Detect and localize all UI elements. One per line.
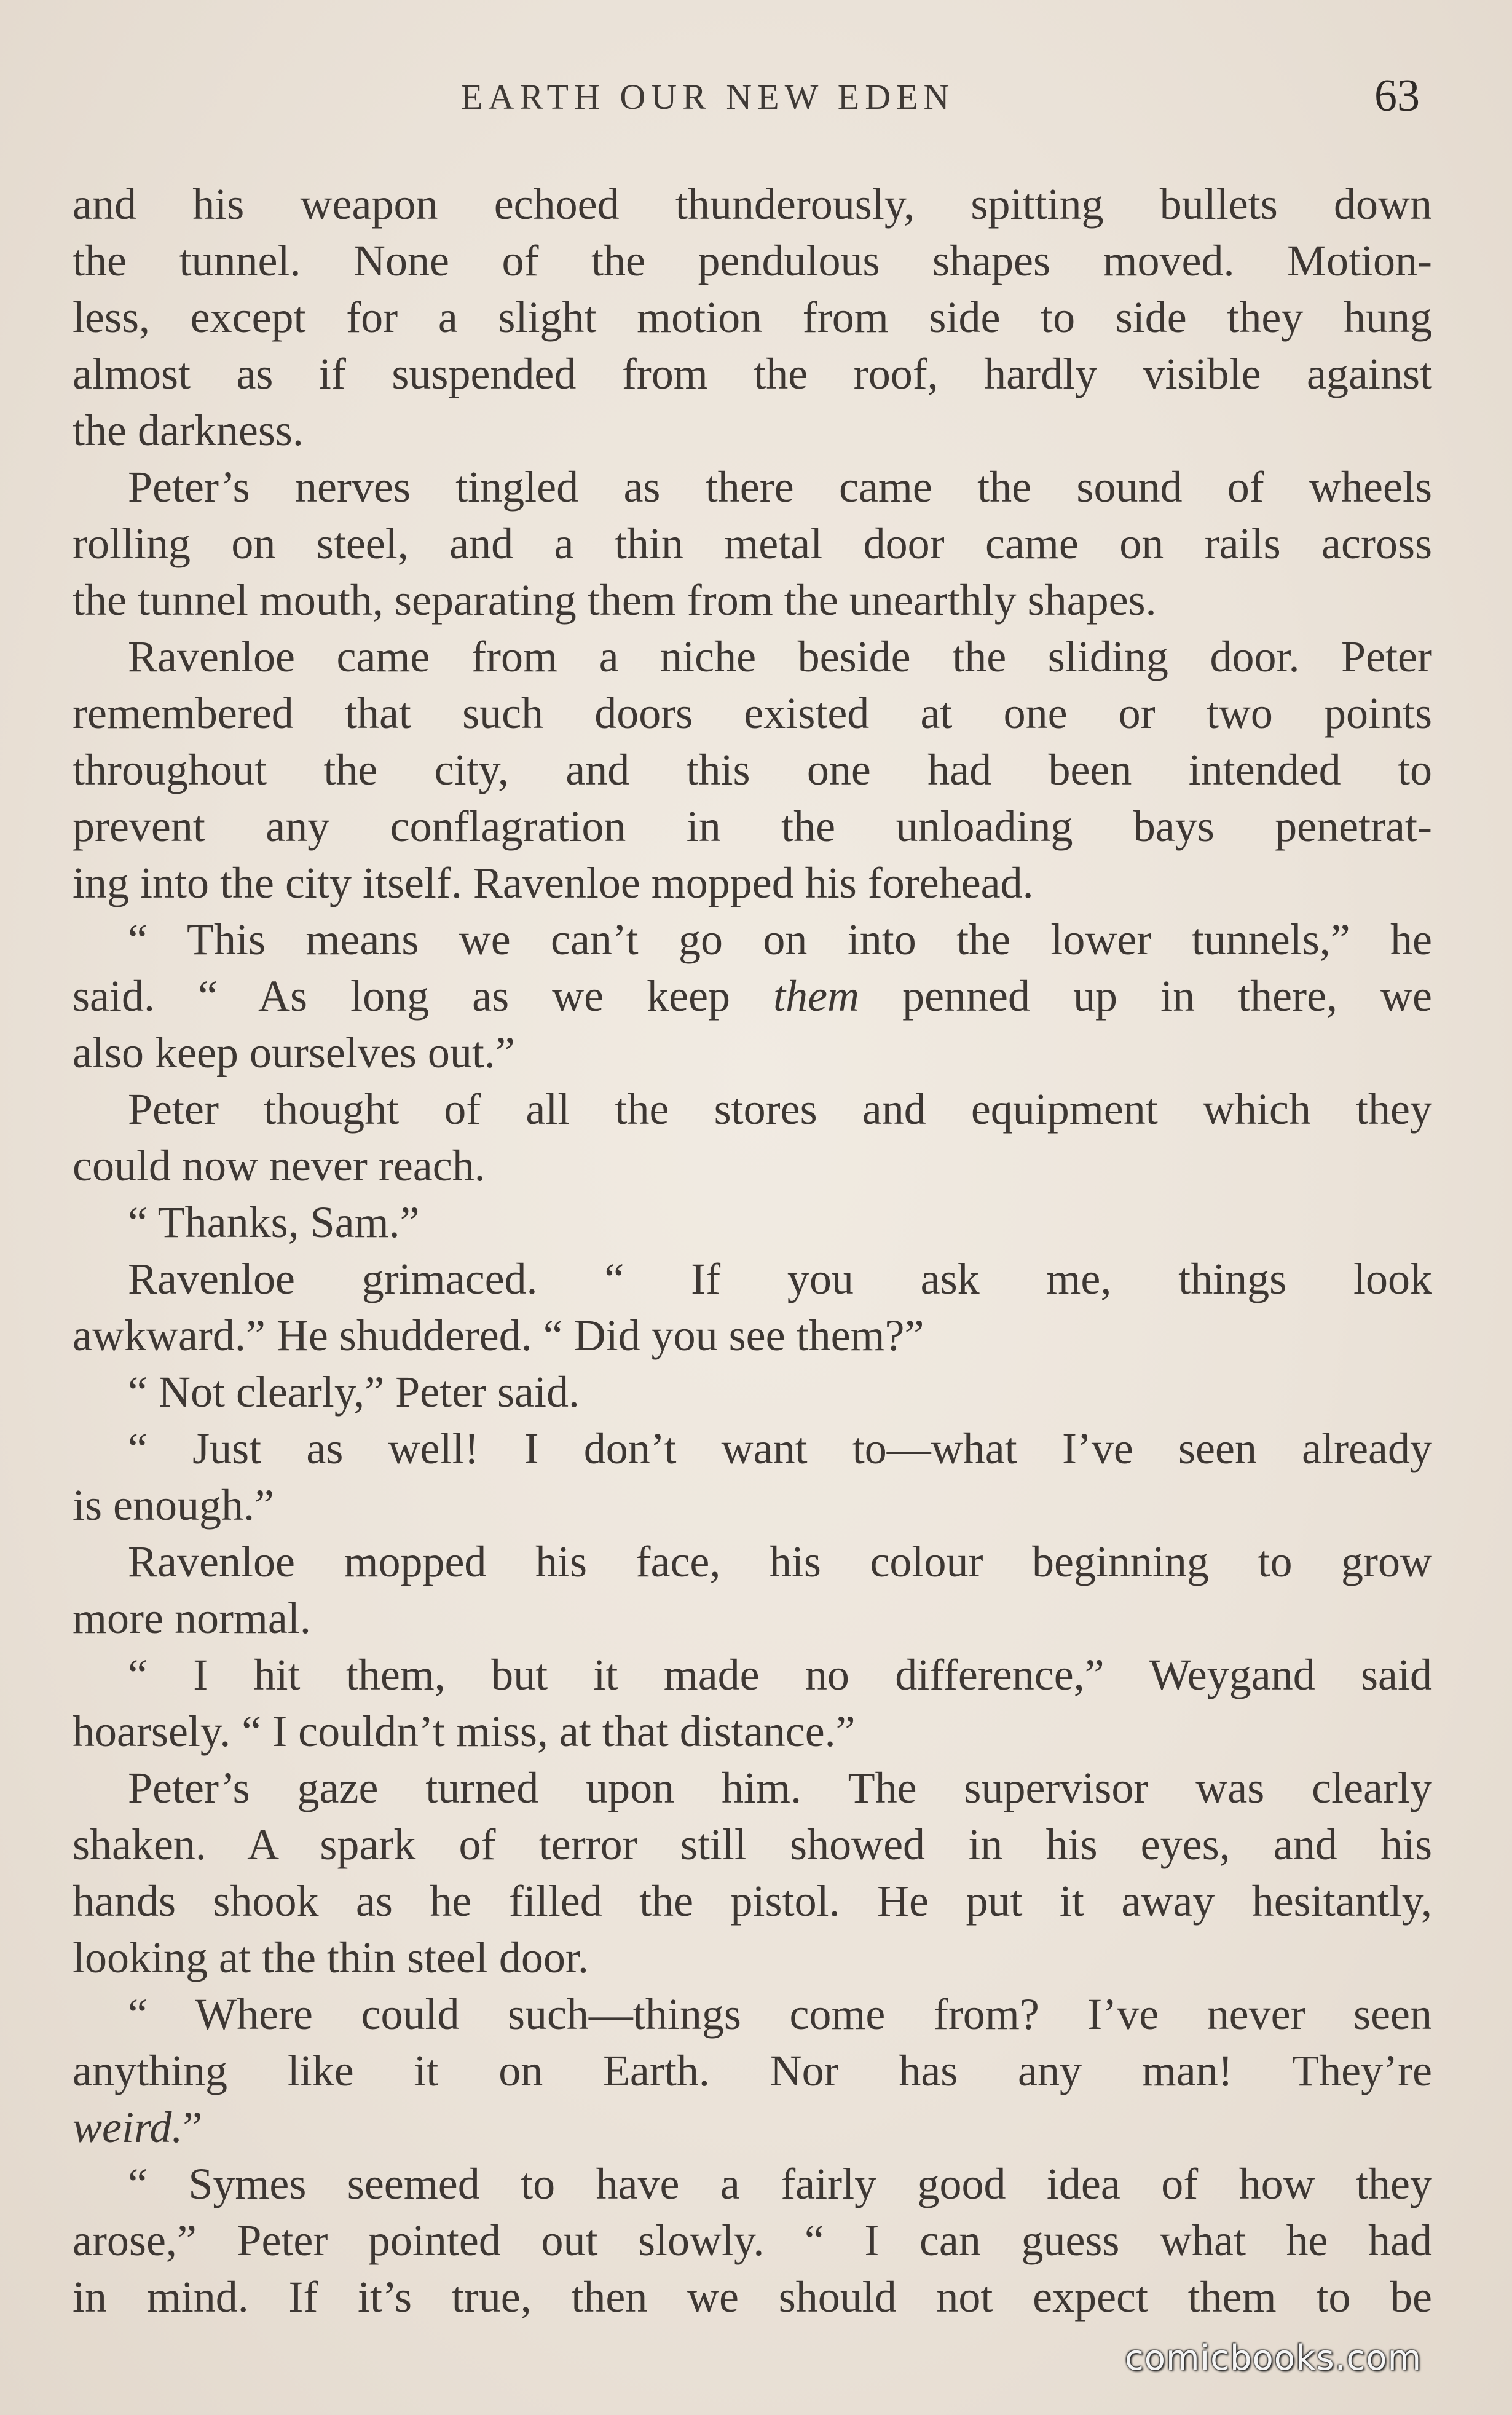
text-line: shaken. A spark of terror still showed in his eyes, and his xyxy=(73,1820,1432,1869)
text-line: the tunnel mouth, separating them from the unearthly shapes. xyxy=(73,575,1157,625)
text-line: said. “ As long as we keep them penned up in there, we xyxy=(73,971,1433,1021)
text-line: Peter’s gaze turned upon him. The supervisor was clearly xyxy=(128,1763,1432,1812)
text-line: Peter thought of all the stores and equipment which they xyxy=(128,1085,1432,1134)
text-line: could now never reach. xyxy=(73,1141,486,1190)
page-number: 63 xyxy=(1374,71,1420,121)
text-line: Peter’s nerves tingled as there came the sound of wheels xyxy=(128,462,1432,512)
text-line: “ Thanks, Sam.” xyxy=(128,1198,420,1247)
running-title: EARTH OUR NEW EDEN xyxy=(461,77,955,117)
text-line: ing into the city itself. Ravenloe mopped his forehead. xyxy=(73,858,1034,907)
text-line: “ This means we can’t go on into the lower tunnels,” he xyxy=(128,915,1432,964)
watermark: comicbooks.com xyxy=(1125,2338,1422,2378)
text-line: “ Just as well! I don’t want to—what I’ve seen already xyxy=(128,1424,1432,1473)
text-line: and his weapon echoed thunderously, spitting bullets down xyxy=(73,180,1432,229)
text-line: prevent any conflagration in the unloading bays penetrat- xyxy=(73,802,1432,851)
text-line: the darkness. xyxy=(73,406,304,455)
text-line: throughout the city, and this one had been intended to xyxy=(73,745,1432,794)
text-line: awkward.” He shuddered. “ Did you see them?” xyxy=(73,1311,924,1360)
text-line: “ Not clearly,” Peter said. xyxy=(128,1367,580,1417)
text-line: less, except for a slight motion from side to side they hung xyxy=(73,293,1432,342)
text-line: in mind. If it’s true, then we should not expect them to be xyxy=(73,2272,1432,2322)
text-line: more normal. xyxy=(73,1594,311,1643)
text-line: rolling on steel, and a thin metal door came on rails across xyxy=(73,519,1432,568)
text-line: is enough.” xyxy=(73,1480,274,1530)
text-line: hands shook as he filled the pistol. He put it away hesitantly, xyxy=(73,1876,1432,1926)
text-line: almost as if suspended from the roof, hardly visible against xyxy=(73,349,1432,398)
body-text xyxy=(73,176,1432,2325)
text-line: Ravenloe came from a niche beside the sliding door. Peter xyxy=(128,632,1432,681)
text-line: Ravenloe grimaced. “ If you ask me, things look xyxy=(128,1254,1432,1303)
text-line: anything like it on Earth. Nor has any man! They’re xyxy=(73,2046,1432,2095)
text-line: the tunnel. None of the pendulous shapes moved. Motion- xyxy=(73,236,1432,285)
text-line: also keep ourselves out.” xyxy=(73,1028,515,1077)
page-header xyxy=(0,68,1512,129)
text-line: Ravenloe mopped his face, his colour beginning to grow xyxy=(128,1537,1432,1586)
text-line: hoarsely. “ I couldn’t miss, at that distance.” xyxy=(73,1707,856,1756)
text-line: looking at the thin steel door. xyxy=(73,1933,589,1982)
text-line: “ I hit them, but it made no difference,” Weygand said xyxy=(128,1650,1432,1699)
text-line: “ Symes seemed to have a fairly good idea of how they xyxy=(128,2159,1432,2208)
text-line: weird.” xyxy=(73,2103,203,2152)
text-line: remembered that such doors existed at one or two points xyxy=(73,689,1432,738)
text-line: “ Where could such—things come from? I’ve never seen xyxy=(128,1990,1432,2039)
text-line: arose,” Peter pointed out slowly. “ I can guess what he had xyxy=(73,2216,1432,2265)
